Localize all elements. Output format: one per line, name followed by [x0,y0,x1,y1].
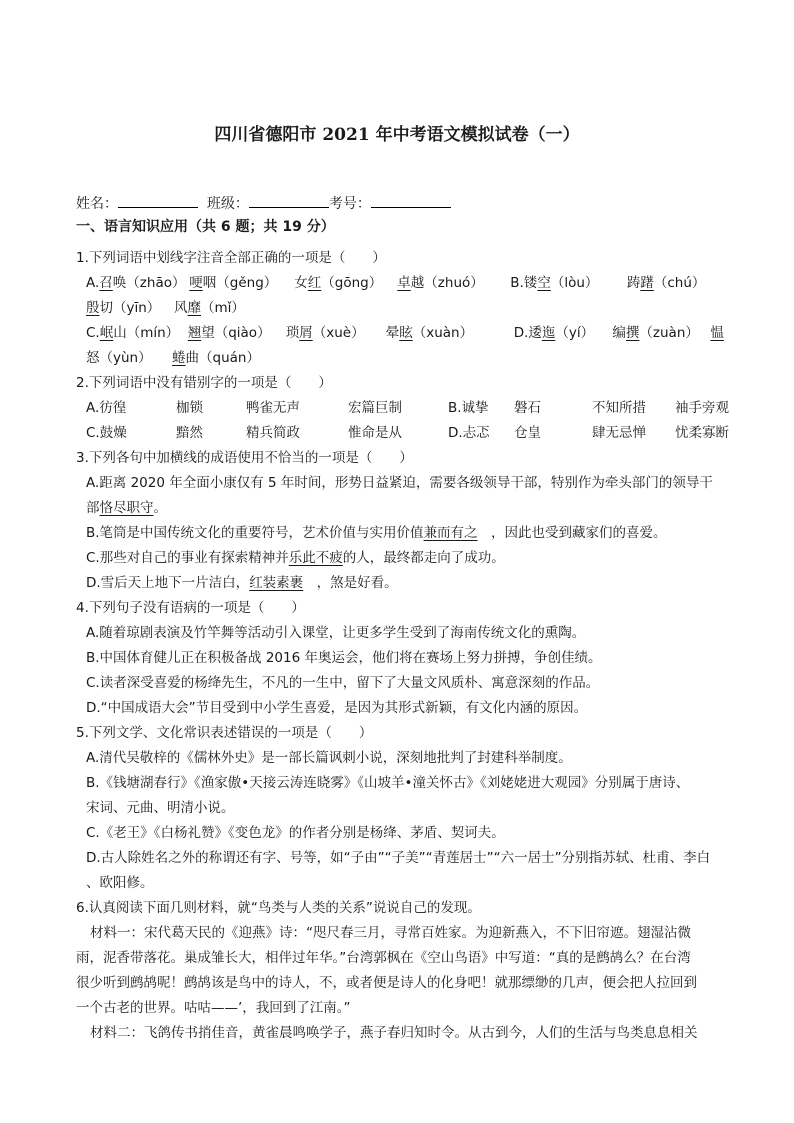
section-heading: 一、语言知识应用（共 6 题；共 19 分） [76,219,335,235]
q6-material-2: 材料二：飞鸽传书捎佳音，黄雀晨鸣唤学子，燕子春归知时令。从古到今，人们的生活与鸟类息息相关 [90,1025,698,1041]
student-info [76,192,451,213]
class-blank[interactable] [249,192,329,208]
q1-stem: 1.下列词语中划线字注音全部正确的一项是（ ） [76,250,386,266]
q5-stem: 5.下列文学、文化常识表述错误的一项是（ ） [76,725,373,741]
number-label: 考号： [328,196,371,212]
q3-option-a: A.距离 2020 年全面小康仅有 5 年时间，形势日益紧迫，需要各级领导干部，特别作为牵头部门的领导干 [86,475,713,491]
q2-options-ab: A.彷徨 枷锁 鸭雀无声 宏篇巨制 B.诚挚 磐石 不知所措 袖手旁观 [86,400,729,416]
name-label: 姓名： [76,196,118,212]
q4-option-c: C.读者深受喜爱的杨绛先生，不凡的一生中，留下了大量文风质朴、寓意深刻的作品。 [86,675,600,691]
q4-option-b: B.中国体育健儿正在积极备战 2016 年奥运会，他们将在赛场上努力拼搏，争创佳绩。 [86,650,602,666]
q6-material-1-line4: 一个古老的世界。咕咕——’，我回到了江南。” [76,1000,351,1016]
q6-material-1-line2: 雨，泥香带落花。巢成雏长大，相伴过年华。”台湾郭枫在《空山鸟语》中写道：“真的是鹧鸪么？在台湾 [76,950,691,966]
q5-option-d: D.古人除姓名之外的称谓还有字、号等，如“子由”“子美”“青莲居士”“六一居士”分别指苏轼、杜甫、李白 [86,850,711,866]
q5-option-a: A.清代吴敬梓的《儒林外史》是一部长篇讽刺小说，深刻地批判了封建科举制度。 [86,750,572,766]
q5-option-b-cont: 宋词、元曲、明清小说。 [86,800,235,816]
q6-material-1-line3: 很少听到鹧鸪呢！鹧鸪该是鸟中的诗人，不，或者便是诗人的化身吧！就那缥缈的几声，便会把人拉回到 [76,975,697,991]
q4-option-d: D.“中国成语大会”节目受到中小学生喜爱，是因为其形式新颖，有文化内涵的原因。 [86,700,588,716]
q1-option-b-cont: 殷切（yīn） 风靡（mǐ） [86,300,245,316]
q5-option-b: B.《钱塘湖春行》《渔家傲•天接云涛连晓雾》《山坡羊•潼关怀古》《刘姥姥进大观园》分别属于唐诗、 [86,775,690,791]
q1-option-a: A.召唤（zhāo） 哽咽（gěng） 女红（gōng） 卓越（zhuó） B.镂空（lòu） 踌躇（chú） [86,275,706,291]
q2-stem: 2.下列词语中没有错别字的一项是（ ） [76,375,332,391]
q3-stem: 3.下列各句中加横线的成语使用不恰当的一项是（ ） [76,450,413,466]
q3-option-a-cont: 部恪尽职守。 [86,500,167,516]
q3-option-c: C.那些对自己的事业有探索精神并乐此不疲的人，最终都走向了成功。 [86,550,505,566]
q1-option-d-cont: 怒（yùn） 蜷曲（quán） [86,350,260,366]
q2-options-cd: C.鼓燥 黯然 精兵简政 惟命是从 D.忐忑 仓皇 肆无忌惮 忧柔寡断 [86,425,729,441]
q4-stem: 4.下列句子没有语病的一项是（ ） [76,600,305,616]
class-label: 班级： [206,196,249,212]
q6-stem: 6.认真阅读下面几则材料，就“鸟类与人类的关系”说说自己的发现。 [76,900,481,916]
q1-option-c: C.岷山（mín） 翘望（qiào） 琐屑（xuè） 晕眩（xuàn） D.逶迤（yí） 编撰（zuàn） 愠 [86,325,724,341]
q4-option-a: A.随着琼剧表演及竹竿舞等活动引入课堂，让更多学生受到了海南传统文化的熏陶。 [86,625,586,641]
number-blank[interactable] [371,192,451,208]
q5-option-c: C.《老王》《白杨礼赞》《变色龙》的作者分别是杨绛、茅盾、契诃夫。 [86,825,505,841]
name-blank[interactable] [118,192,198,208]
q5-option-d-cont: 、欧阳修。 [86,875,154,891]
q3-option-d: D.雪后天上地下一片洁白，红装素裹 ，煞是好看。 [86,575,398,591]
question-list [76,246,729,1046]
q3-option-b: B.笔筒是中国传统文化的重要符号，艺术价值与实用价值兼而有之 ，因此也受到藏家们的喜爱。 [86,525,667,541]
page-title: 四川省德阳市 2021 年中考语文模拟试卷（一） [214,125,580,145]
q6-material-1: 材料一：宋代葛天民的《迎燕》诗：“咫尺春三月，寻常百姓家。为迎新燕入，不下旧帘遮。翅湿沾微 [90,925,691,941]
